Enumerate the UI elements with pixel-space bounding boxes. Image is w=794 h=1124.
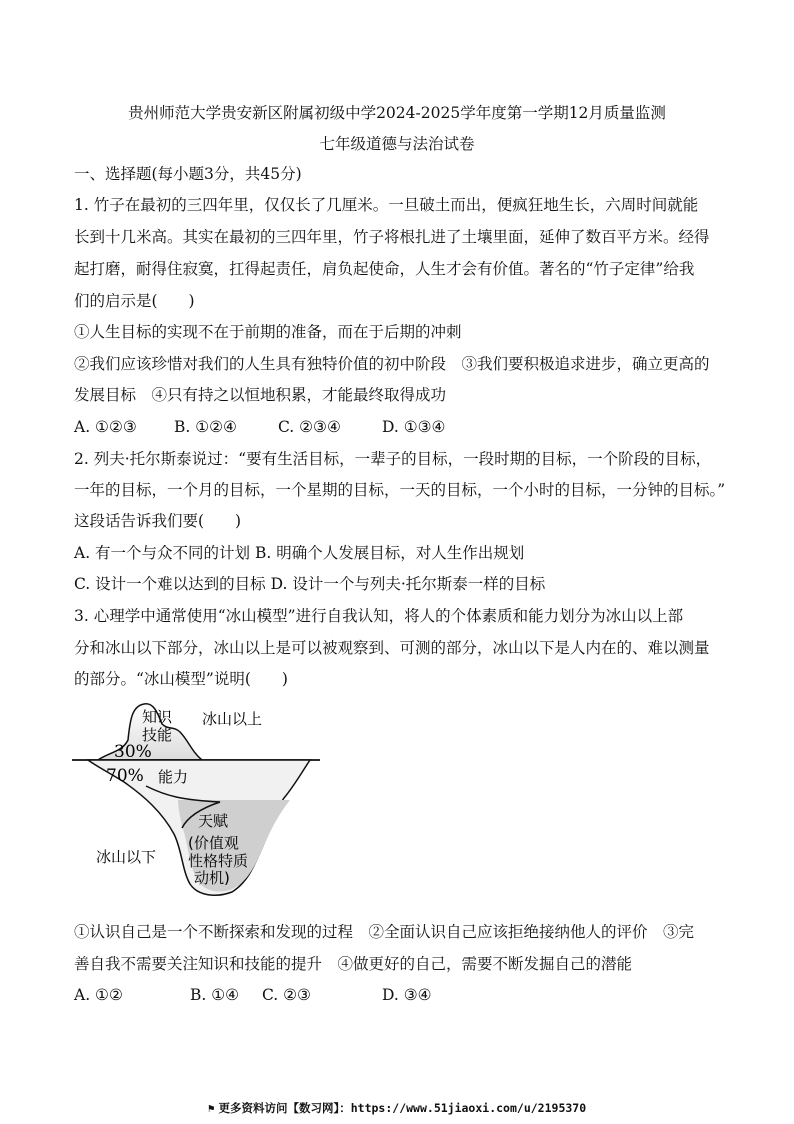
q2-line: 这段话告诉我们要( ) <box>74 512 242 530</box>
q1-line: 发展目标 ④只有持之以恒地积累，才能最终取得成功 <box>74 386 447 404</box>
q1-line: 1. 竹子在最初的三四年里，仅仅长了几厘米。一旦破土而出，便疯狂地生长，六周时间就能 <box>74 196 699 214</box>
option-a[interactable]: A. ①② <box>74 986 123 1004</box>
ability-label: 能力 <box>158 768 189 786</box>
option-b[interactable]: B. ①②④ <box>174 418 237 436</box>
q2-option-line: A. 有一个与众不同的计划 B. 明确个人发展目标，对人生作出规划 <box>74 544 525 562</box>
footer-text: 更多资料访问【数习网】：https://www.51jiaoxi.com/u/2195370 <box>218 1101 587 1115</box>
footer-link[interactable] <box>0 1100 794 1116</box>
q1-line: ①人生目标的实现不在于前期的准备，而在于后期的冲刺 <box>74 323 462 341</box>
q1-options <box>74 417 724 437</box>
q3-line: 3. 心理学中通常使用“冰山模型”进行自我认知，将人的个体素质和能力划分为冰山以上部 <box>74 607 684 625</box>
label-below-water: 冰山以下 <box>96 848 157 866</box>
inner-label-values: (价值观 <box>188 834 239 852</box>
inner-label-motivation: 动机) <box>194 869 230 887</box>
percent-below: 70% <box>106 766 144 786</box>
option-d[interactable]: D. ③④ <box>382 986 432 1004</box>
tip-label-skills: 技能 <box>142 726 173 744</box>
option-a[interactable]: A. ①②③ <box>74 418 137 436</box>
q1-line: 起打磨，耐得住寂寞，扛得起责任，肩负起使命，人生才会有价值。著名的“竹子定律”给我 <box>74 260 695 278</box>
q3-statement-line: 善自我不需要关注知识和技能的提升 ④做更好的自己，需要不断发掘自己的潜能 <box>74 955 633 973</box>
exam-title-line1: 贵州师范大学贵安新区附属初级中学2024-2025学年度第一学期12月质量监测 <box>128 104 666 122</box>
iceberg-model-figure <box>70 700 330 900</box>
q1-line: ②我们应该珍惜对我们的人生具有独特价值的初中阶段 ③我们要积极追求进步，确立更高的 <box>74 355 710 373</box>
q3-line: 分和冰山以下部分，冰山以上是可以被观察到、可测的部分，冰山以下是人内在的、难以测量 <box>74 639 710 657</box>
tip-label-knowledge: 知识 <box>142 708 173 726</box>
option-d[interactable]: D. ①③④ <box>382 418 446 436</box>
q3-line: 的部分。“冰山模型”说明( ) <box>74 670 288 688</box>
q3-options <box>74 985 724 1005</box>
option-c[interactable]: C. ②③ <box>262 986 311 1004</box>
q2-option-line: C. 设计一个难以达到的目标 D. 设计一个与列夫·托尔斯泰一样的目标 <box>74 575 546 593</box>
q3-statement-line: ①认识自己是一个不断探索和发现的过程 ②全面认识自己应该拒绝接纳他人的评价 ③完 <box>74 923 695 941</box>
q2-line: 2. 列夫·托尔斯泰说过：“要有生活目标，一辈子的目标，一段时期的目标，一个阶段的目标， <box>74 450 712 468</box>
option-c[interactable]: C. ②③④ <box>278 418 341 436</box>
q2-line: 一年的目标，一个月的目标，一个星期的目标，一天的目标，一个小时的目标，一分钟的目标。” <box>74 481 726 499</box>
talent-label: 天赋 <box>198 812 229 830</box>
exam-title-line2: 七年级道德与法治试卷 <box>319 135 475 153</box>
flag-icon: ⚑ <box>207 1102 215 1115</box>
inner-label-personality: 性格特质 <box>188 852 249 870</box>
percent-above: 30% <box>114 742 152 762</box>
q1-line: 们的启示是( ) <box>74 292 195 310</box>
option-b[interactable]: B. ①④ <box>190 986 240 1004</box>
section-heading: 一、选择题(每小题3分，共45分) <box>74 165 302 183</box>
q1-line: 长到十几米高。其实在最初的三四年里，竹子将根扎进了土壤里面，延伸了数百平方米。经得 <box>74 228 710 246</box>
label-above-water: 冰山以上 <box>202 710 263 728</box>
